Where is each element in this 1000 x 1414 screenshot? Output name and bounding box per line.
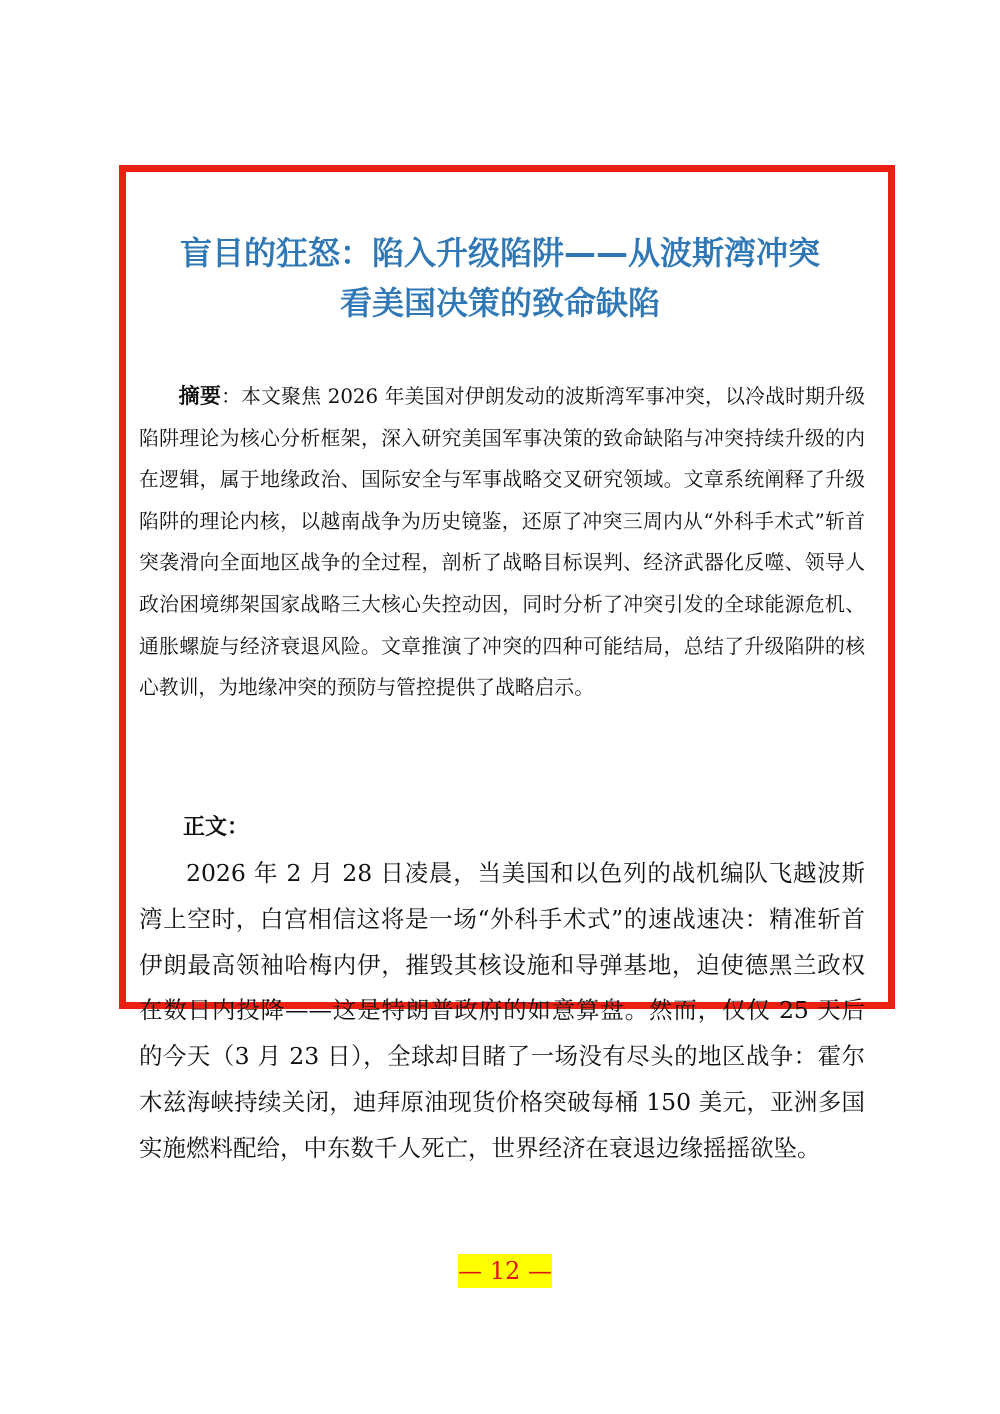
body-paragraph: 2026 年 2 月 28 日凌晨，当美国和以色列的战机编队飞越波斯湾上空时，白宫相信这将是一场“外科手术式”的速战速决：精准斩首伊朗最高领袖哈梅内伊，摧毁其核设施和导弹基地，迫使德黑兰政权在数日内投降——这是特朗普政府的如意算盘。然而，仅仅 25 天后的今天（3 月 23 日），全球却目睹了一场没有尽头的地区战争：霍尔木兹海峡持续关闭，迪拜原油现货价格突破每桶 150 美元，亚洲多国实施燃料配给，中东数千人死亡，世界经济在衰退边缘摇摇欲坠。 <box>139 859 865 1162</box>
article-title-line-1: 盲目的狂怒：陷入升级陷阱——从波斯湾冲突 <box>179 234 820 272</box>
article-title-line-2: 看美国决策的致命缺陷 <box>339 284 660 322</box>
article-title <box>140 228 860 328</box>
abstract-paragraph <box>139 376 865 709</box>
body-heading: 正文： <box>183 815 250 840</box>
page-number: — 12 — <box>458 1254 552 1288</box>
abstract-text: ：本文聚焦 2026 年美国对伊朗发动的波斯湾军事冲突，以冷战时期升级陷阱理论为核心分析框架，深入研究美国军事决策的致命缺陷与冲突持续升级的内在逻辑，属于地缘政治、国际安全与军事战略交叉研究领域。文章系统阐释了升级陷阱的理论内核，以越南战争为历史镜鉴，还原了冲突三周内从“外科手术式”斩首突袭滑向全面地区战争的全过程，剖析了战略目标误判、经济武器化反噬、领导人政治困境绑架国家战略三大核心失控动因，同时分析了冲突引发的全球能源危机、通胀螺旋与经济衰退风险。文章推演了冲突的四种可能结局，总结了升级陷阱的核心教训，为地缘冲突的预防与管控提供了战略启示。 <box>139 385 866 700</box>
abstract-label: 摘要 <box>178 384 222 408</box>
